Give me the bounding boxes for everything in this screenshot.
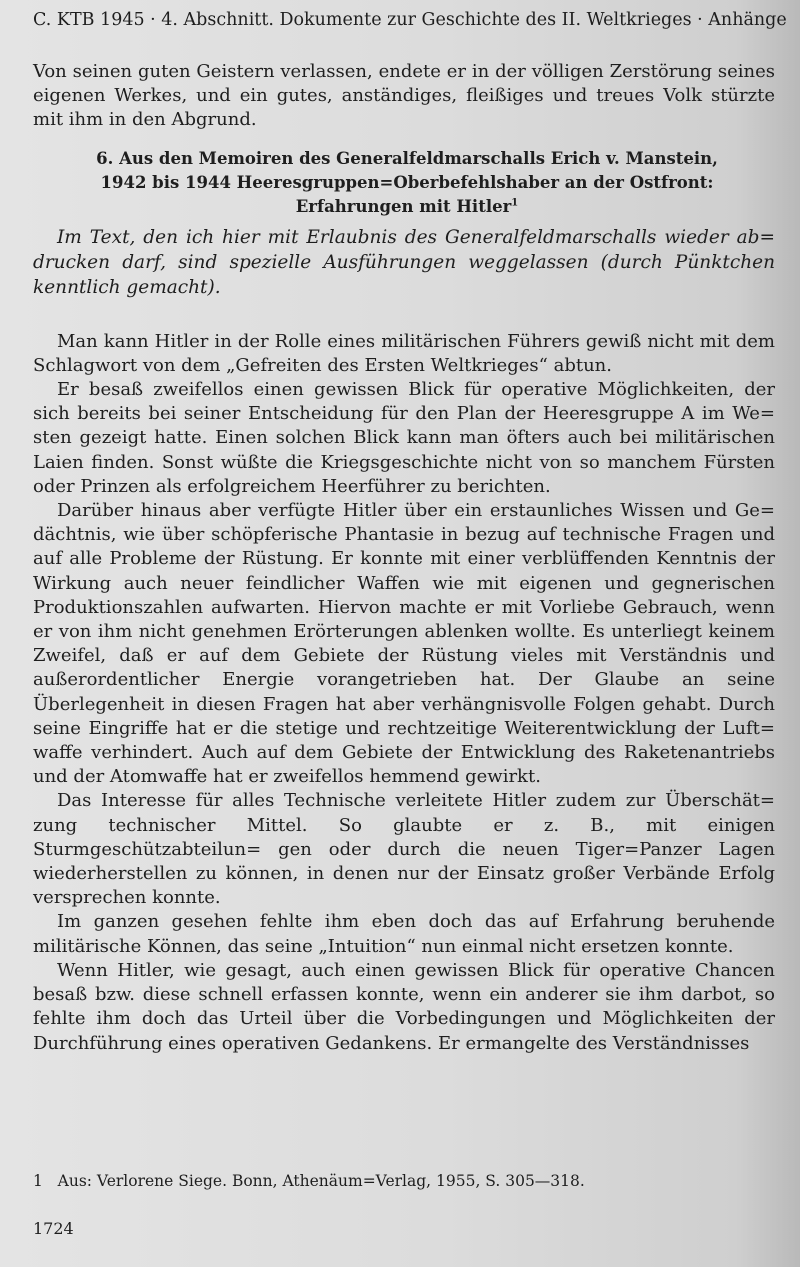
paragraph-1: Man kann Hitler in der Rolle eines militärischen Führers gewiß nicht mit dem Schlagwort von dem „Gefreiten des Ersten Weltkrieges“ abtun. [33, 330, 775, 376]
section-title-line-2: 1942 bis 1944 Heeresgruppen=Oberbefehlshaber an der Ostfront: [100, 172, 714, 192]
running-header: C. KTB 1945 · 4. Abschnitt. Dokumente zur Geschichte des II. Weltkrieges · Anhänge [33, 10, 787, 30]
footnote [33, 1170, 773, 1192]
paragraph-3: Darüber hinaus aber verfügte Hitler über ein erstaunliches Wissen und Ge= dächtnis, wie über schöpferische Phantasie in bezug auf technische Fragen und auf alle Probleme der Rüstung. Er konnte mit einer verblüffenden Kenntnis der Wirkung auch neuer feindlicher Waffen wie mit eigenen und gegnerischen Produktionszahlen aufwarten. Hiervon machte er mit Vorliebe Gebrauch, wenn er von ihm nicht genehmen Erörterungen ablenken wollte. Es unterliegt keinem Zweifel, daß er auf dem Gebiete der Rüstung vieles mit Verständnis und außerordentlicher Energie vorangetrieben hat. Der Glaube an seine Überlegenheit in diesen Fragen hat aber verhängnisvolle Folgen gehabt. Durch seine Eingriffe hat er die stetige und rechtzeitige Weiterentwicklung der Luft= waffe verhindert. Auch auf dem Gebiete der Entwicklung des Raketenantriebs und der Atomwaffe hat er zweifellos hemmend gewirkt. [33, 500, 775, 788]
footnote-number: 1 [33, 1172, 43, 1190]
paragraph-4: Das Interesse für alles Technische verleitete Hitler zudem zur Überschät= zung technischer Mittel. So glaubte er z. B., mit einigen Sturmgeschützabteilun= gen oder durch die neuen Tiger=Panzer Lagen wiederherstellen zu können, in denen nur der Einsatz großer Verbände Erfolg versprechen konnte. [33, 790, 775, 909]
body-text [33, 60, 775, 1056]
paragraph-5: Im ganzen gesehen fehlte ihm eben doch das auf Erfahrung beruhende militärische Können, das seine „Intuition“ nun einmal nicht ersetzen konnte. [33, 911, 775, 957]
footnote-marker: 1 [511, 197, 519, 209]
continuation-paragraph: Von seinen guten Geistern verlassen, endete er in der völligen Zerstörung seines eigenen Werkes, und ein gutes, anständiges, fleißiges und treues Volk stürzte mit ihm in den Abgrund. [33, 61, 775, 131]
section-title-text: Erfahrungen mit Hitler [295, 196, 512, 216]
paragraph-2: Er besaß zweifellos einen gewissen Blick für operative Möglichkeiten, der sich bereits bei seiner Entscheidung für den Plan der Heeresgruppe A im We= sten gezeigt hatte. Einen solchen Blick kann man öfters auch bei militärischen Laien finden. Sonst wüßte die Kriegsgeschichte nicht von so manchem Fürsten oder Prinzen als erfolgreichem Heerführer zu berichten. [33, 379, 775, 497]
section-title-line-3 [39, 195, 775, 219]
editor-intro: Im Text, den ich hier mit Erlaubnis des Generalfeldmarschalls wieder ab= drucken darf, sind spezielle Ausführungen weggelassen (durch Pünktchen kenntlich gemacht). [33, 226, 775, 298]
section-title-line-1: 6. Aus den Memoiren des Generalfeldmarschalls Erich v. Manstein, [96, 148, 718, 168]
footnote-text: Aus: Verlorene Siege. Bonn, Athenäum=Verlag, 1955, S. 305—318. [57, 1172, 585, 1190]
section-title [33, 147, 775, 219]
page-number: 1724 [33, 1219, 74, 1238]
paragraph-6: Wenn Hitler, wie gesagt, auch einen gewissen Blick für operative Chancen besaß bzw. diese schnell erfassen konnte, wenn ein anderer sie ihm darbot, so fehlte ihm doch das Urteil über die Vorbedingungen und Möglichkeiten der Durchführung eines operativen Gedankens. Er ermangelte des Verständnisses [33, 959, 775, 1054]
